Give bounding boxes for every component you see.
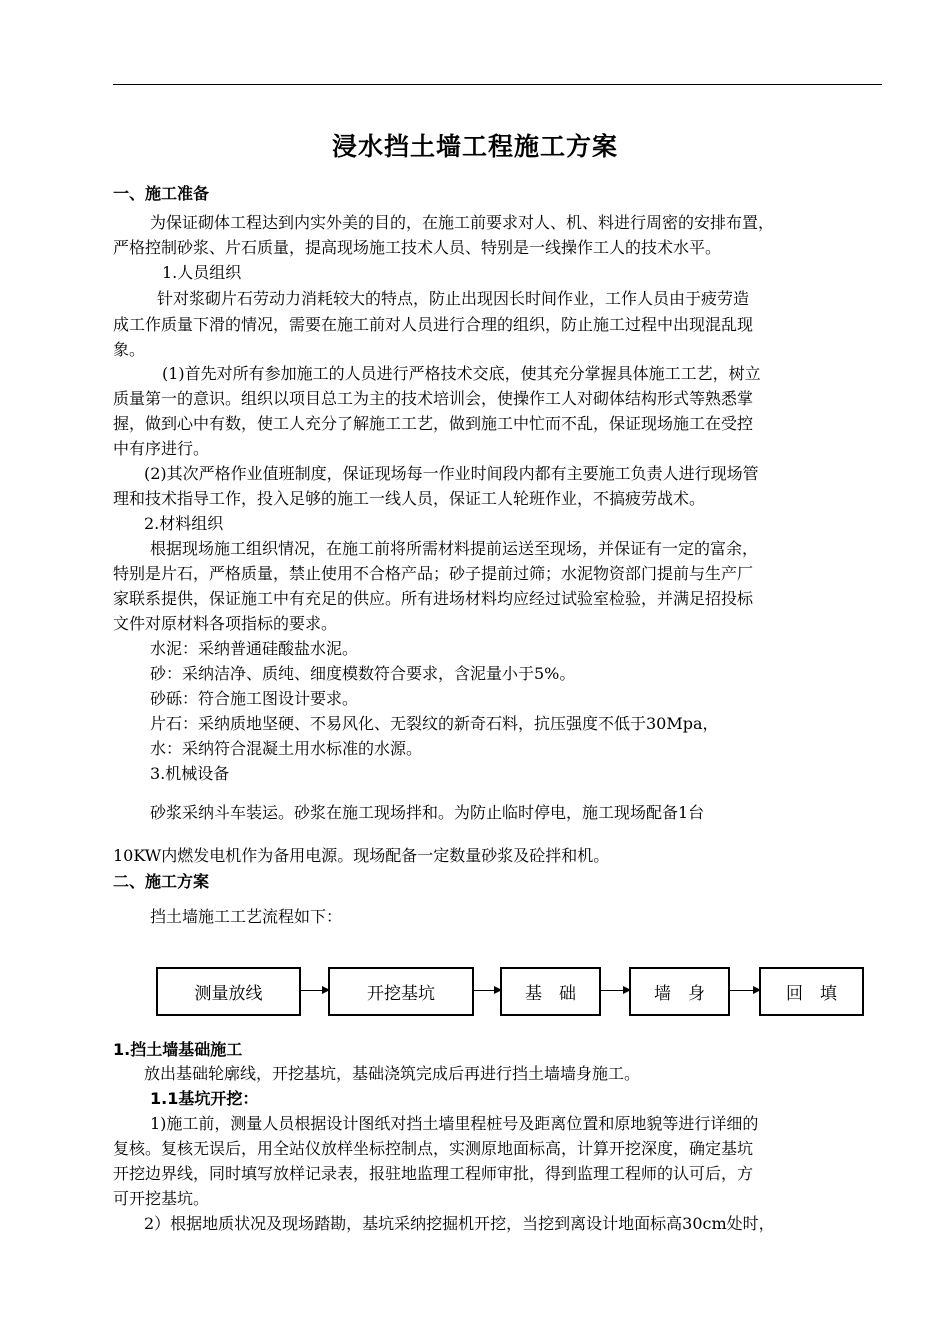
paragraph-line: 握，做到心中有数，使工人充分了解施工工艺，做到施工中忙而不乱，保证现场施工在受控 — [113, 414, 754, 433]
subheading-equipment: 3.机械设备 — [150, 764, 230, 783]
flow-arrow — [730, 990, 759, 991]
paragraph-line: 开挖边界线，同时填写放样记录表，报驻地监理工程师审批，得到监理工程师的认可后，方 — [113, 1164, 754, 1183]
subheading-foundation-construction: 1.挡土墙基础施工 — [113, 1040, 243, 1059]
paragraph-line: 复核。复核无误后，用全站仪放样坐标控制点，实测原地面标高，计算开挖深度，确定基坑 — [113, 1139, 754, 1158]
paragraph-line: 1)施工前，测量人员根据设计图纸对挡土墙里程桩号及距离位置和原地貌等进行详细的 — [150, 1114, 759, 1133]
paragraph-line: 理和技术指导工作，投入足够的施工一线人员，保证工人轮班作业，不搞疲劳战术。 — [113, 489, 706, 508]
paragraph-line: 根据现场施工组织情况，在施工前将所需材料提前运送至现场，并保证有一定的富余， — [150, 539, 759, 558]
paragraph-line: 放出基础轮廓线，开挖基坑，基础浇筑完成后再进行挡土墙墙身施工。 — [144, 1064, 641, 1083]
flow-intro: 挡土墙施工工艺流程如下： — [150, 907, 343, 926]
material-item: 水泥：采纳普通硅酸盐水泥。 — [150, 639, 359, 658]
section-heading-preparation: 一、施工准备 — [113, 184, 210, 203]
paragraph-line: (2)其次严格作业值班制度，保证现场每一作业时间段内都有主要施工负责人进行现场管 — [144, 464, 759, 483]
paragraph-line: 2）根据地质状况及现场踏勘，基坑采纳挖掘机开挖，当挖到离设计地面标高30cm处时， — [144, 1214, 775, 1233]
material-item: 水：采纳符合混凝土用水标准的水源。 — [150, 739, 423, 758]
section-heading-plan: 二、施工方案 — [113, 872, 210, 891]
paragraph-line: 家联系提供，保证施工中有充足的供应。所有进场材料均应经过试验室检验，并满足招投标 — [113, 589, 754, 608]
page-title: 浸水挡土墙工程施工方案 — [331, 132, 618, 161]
paragraph-line: 特别是片石，严格质量，禁止使用不合格产品；砂子提前过筛；水泥物资部门提前与生产厂 — [113, 564, 754, 583]
header-rule — [113, 84, 882, 85]
flow-step-foundation: 基 础 — [500, 967, 601, 1016]
material-item: 砂砾：符合施工图设计要求。 — [150, 689, 359, 708]
flow-arrow — [601, 990, 629, 991]
material-item: 片石：采纳质地坚硬、不易风化、无裂纹的新奇石料，抗压强度不低于30Mpa， — [150, 714, 719, 733]
paragraph-line: 针对浆砌片石劳动力消耗较大的特点，防止出现因长时间作业，工作人员由于疲劳造 — [157, 289, 750, 308]
flow-arrow — [301, 990, 328, 991]
paragraph-line: 象。 — [113, 340, 146, 359]
flow-step-wall-body: 墙 身 — [629, 967, 730, 1016]
subheading-pit-excavation: 1.1基坑开挖： — [150, 1089, 259, 1108]
paragraph-line: 文件对原材料各项指标的要求。 — [113, 614, 338, 633]
flow-arrow — [474, 990, 500, 991]
material-item: 砂：采纳洁净、质纯、细度模数符合要求，含泥量小于5%。 — [150, 664, 576, 683]
paragraph-line: 砂浆采纳斗车装运。砂浆在施工现场拌和。为防止临时停电，施工现场配备1台 — [150, 803, 705, 822]
paragraph-line: 可开挖基坑。 — [113, 1189, 210, 1208]
paragraph-line: 为保证砌体工程达到内实外美的目的，在施工前要求对人、机、料进行周密的安排布置， — [150, 213, 775, 232]
subheading-personnel: 1.人员组织 — [162, 263, 242, 282]
paragraph-line: (1)首先对所有参加施工的人员进行严格技术交底，使其充分掌握具体施工工艺，树立 — [162, 364, 761, 383]
subheading-materials: 2.材料组织 — [144, 514, 224, 533]
paragraph-line: 成工作质量下滑的情况，需要在施工前对人员进行合理的组织，防止施工过程中出现混乱现 — [113, 315, 754, 334]
flow-step-excavation: 开挖基坑 — [328, 967, 474, 1016]
flow-step-survey: 测量放线 — [156, 967, 301, 1016]
paragraph-line: 中有序进行。 — [113, 439, 210, 458]
paragraph-line: 严格控制砂浆、片石质量，提高现场施工技术人员、特别是一线操作工人的技术水平。 — [113, 238, 722, 257]
paragraph-line: 质量第一的意识。组织以项目总工为主的技术培训会，使操作工人对砌体结构形式等熟悉掌 — [113, 389, 754, 408]
paragraph-line: 10KW内燃发电机作为备用电源。现场配备一定数量砂浆及砼拌和机。 — [113, 846, 610, 865]
flow-step-backfill: 回 填 — [759, 967, 864, 1016]
